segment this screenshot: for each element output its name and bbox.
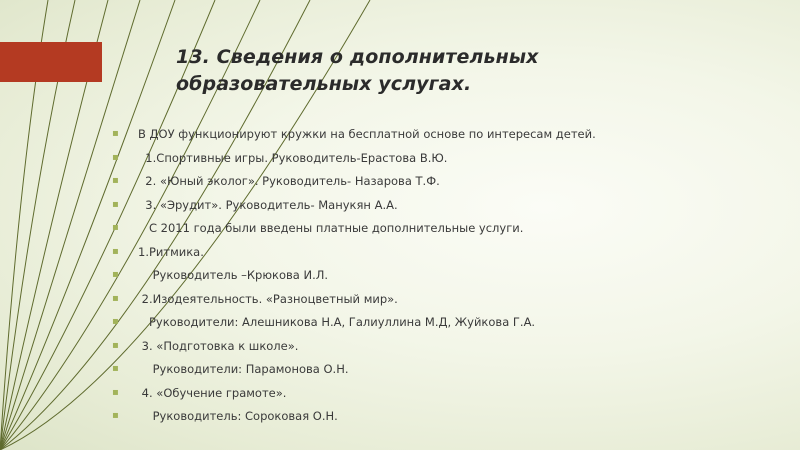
bullet-icon: ▪ <box>112 386 119 398</box>
bullet-icon: ▪ <box>112 316 119 327</box>
bullet-icon: ▪ <box>112 269 119 280</box>
list-item-text: Руководитель –Крюкова И.Л. <box>138 268 329 282</box>
bullet-icon: ▪ <box>112 292 119 304</box>
bullet-icon: ▪ <box>112 245 119 257</box>
list-item <box>112 221 772 245</box>
title-line-1: 13. Сведения о дополнительных <box>176 46 539 68</box>
list-item <box>112 174 772 198</box>
list-item-text: 1.Спортивные игры. Руководитель-Ерастова В.Ю. <box>138 150 448 165</box>
list-item <box>112 198 772 222</box>
content-list <box>112 127 772 433</box>
list-item-text: С 2011 года были введены платные дополнительные услуги. <box>138 221 524 235</box>
list-item-text: 3. «Эрудит». Руководитель- Манукян А.А. <box>138 197 398 212</box>
title-line-2: образовательных услугах. <box>176 73 472 95</box>
list-item-text: 1.Ритмика. <box>138 244 204 259</box>
list-item-text: Руководители: Алешникова Н.А, Галиуллина М.Д, Жуйкова Г.А. <box>138 315 536 329</box>
slide-title <box>176 44 736 98</box>
list-item <box>112 127 772 151</box>
list-item <box>112 362 772 386</box>
bullet-icon: ▪ <box>112 151 119 163</box>
list-item-text: 4. «Обучение грамоте». <box>138 385 287 400</box>
list-item-text: 3. «Подготовка к школе». <box>138 338 299 353</box>
list-item-text: В ДОУ функционируют кружки на бесплатной основе по интересам детей. <box>138 127 596 141</box>
list-item-text: Руководитель: Сороковая О.Н. <box>138 409 338 423</box>
list-item-text: 2. «Юный эколог». Руководитель- Назарова Т.Ф. <box>138 174 440 188</box>
bullet-icon: ▪ <box>112 363 119 374</box>
accent-bar <box>0 42 102 82</box>
bullet-icon: ▪ <box>112 175 119 186</box>
list-item <box>112 151 772 175</box>
list-item <box>112 386 772 410</box>
bullet-icon: ▪ <box>112 198 119 210</box>
list-item <box>112 292 772 316</box>
list-item <box>112 245 772 269</box>
bullet-icon: ▪ <box>112 128 119 139</box>
list-item <box>112 409 772 433</box>
list-item-text: Руководители: Парамонова О.Н. <box>138 362 349 376</box>
list-item-text: 2.Изодеятельность. «Разноцветный мир». <box>138 291 398 306</box>
bullet-icon: ▪ <box>112 410 119 421</box>
list-item <box>112 315 772 339</box>
bullet-icon: ▪ <box>112 339 119 351</box>
list-item <box>112 339 772 363</box>
list-item <box>112 268 772 292</box>
bullet-icon: ▪ <box>112 222 119 233</box>
